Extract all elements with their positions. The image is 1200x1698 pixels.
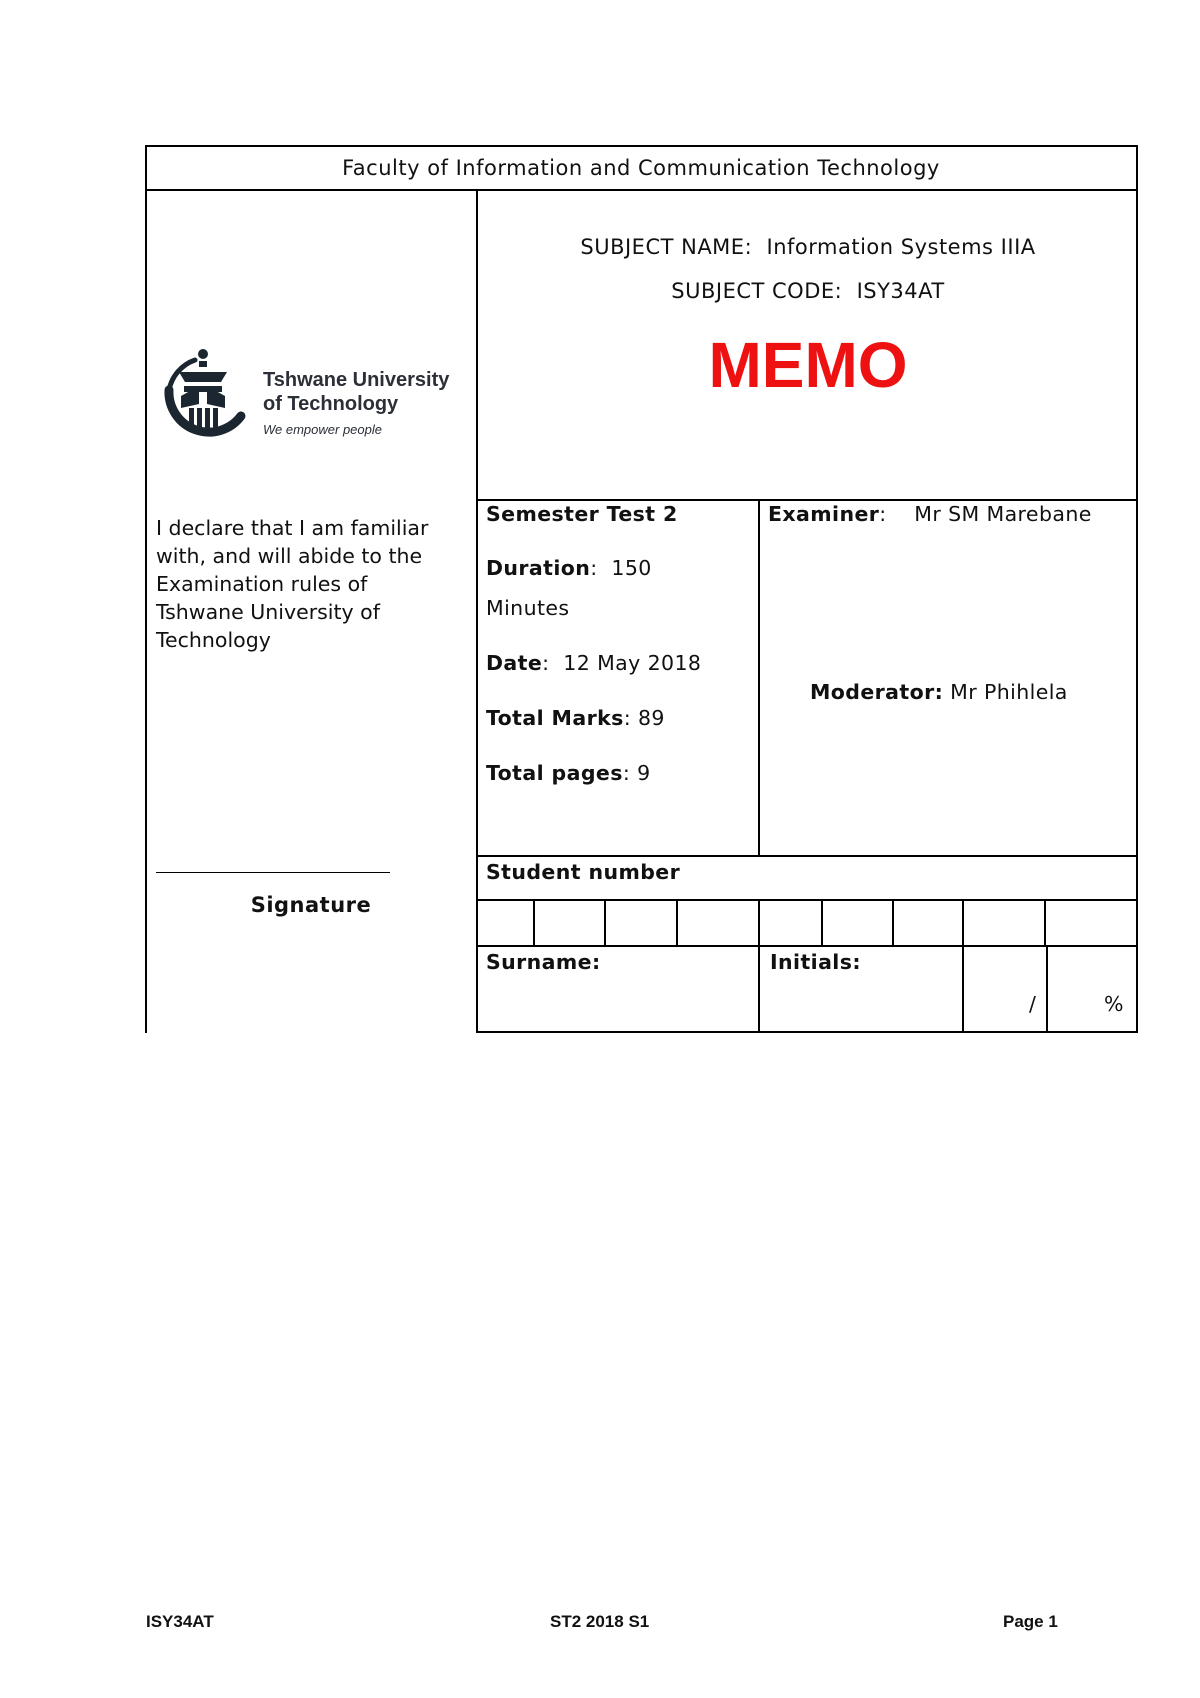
table-border-number-boxes-bottom	[476, 945, 1138, 947]
subject-name-line	[478, 235, 1138, 259]
examiner-value: Mr SM Marebane	[914, 502, 1092, 526]
table-border-subject-bottom	[476, 499, 1138, 501]
student-number-label	[486, 860, 680, 884]
test-title	[486, 502, 678, 526]
subject-name-label: SUBJECT NAME:	[580, 235, 753, 259]
initials-label-text: Initials:	[770, 950, 861, 974]
declaration-text	[156, 514, 456, 654]
moderator-field	[810, 680, 1068, 704]
duration-value: 150	[611, 556, 652, 580]
table-border-info-bottom	[476, 855, 1138, 857]
subject-code-label: SUBJECT CODE:	[671, 279, 843, 303]
surname-label	[486, 950, 601, 974]
number-box-divider	[533, 899, 535, 947]
test-title-text: Semester Test 2	[486, 502, 678, 526]
total-pages-value: 9	[637, 761, 651, 785]
subject-code-line	[478, 279, 1138, 303]
total-pages-field: Total pages: 9	[486, 761, 651, 785]
number-box-divider	[676, 899, 678, 947]
moderator-value: Mr Phihlela	[950, 680, 1068, 704]
total-pages-label: Total pages	[486, 761, 623, 785]
number-box-divider	[892, 899, 894, 947]
examiner-label: Examiner	[768, 502, 880, 526]
university-crest-icon	[155, 346, 255, 446]
initials-marks-divider	[962, 945, 964, 1033]
student-number-label-text: Student number	[486, 860, 681, 884]
number-box-divider	[821, 899, 823, 947]
surname-initials-divider	[758, 945, 760, 1033]
logo-tagline: We empower people	[263, 422, 382, 437]
examiner-field: Examiner: Mr SM Marebane	[768, 502, 1092, 526]
footer-page-number: Page 1	[1003, 1612, 1058, 1631]
table-border-bottom	[476, 1031, 1138, 1033]
initials-label	[770, 950, 861, 974]
duration-label: Duration	[486, 556, 591, 580]
university-logo	[155, 346, 465, 446]
faculty-title: Faculty of Information and Communication Technology	[342, 156, 940, 180]
subject-code-value: ISY34AT	[856, 279, 945, 303]
table-border-left	[145, 145, 147, 1033]
date-label: Date	[486, 651, 543, 675]
declaration-line: Tshwane University of	[156, 600, 380, 624]
date-value: 12 May 2018	[563, 651, 702, 675]
declaration-line: I declare that I am familiar	[156, 516, 429, 540]
memo-heading: MEMO	[708, 329, 908, 401]
moderator-label: Moderator:	[810, 680, 944, 704]
duration-unit: Minutes	[486, 596, 570, 620]
logo-name-line1: Tshwane University	[263, 369, 450, 391]
number-box-divider	[758, 899, 760, 947]
total-marks-label: Total Marks	[486, 706, 624, 730]
signature-line	[156, 872, 390, 873]
table-divider-info-staff	[758, 499, 760, 857]
number-box-divider	[604, 899, 606, 947]
declaration-line: Technology	[156, 628, 271, 652]
marks-slash: /	[1029, 992, 1037, 1016]
total-marks-field: Total Marks: 89	[486, 706, 665, 730]
declaration-line: with, and will abide to the	[156, 544, 423, 568]
percent-sign: %	[1104, 992, 1124, 1016]
subject-name-value: Information Systems IIIA	[766, 235, 1036, 259]
number-box-divider	[1044, 899, 1046, 947]
marks-percent-divider	[1046, 945, 1048, 1033]
declaration-line: Examination rules of	[156, 572, 368, 596]
table-divider-left-column	[476, 189, 478, 1033]
number-box-divider	[962, 899, 964, 947]
footer-test-code: ST2 2018 S1	[550, 1612, 650, 1631]
signature-label: Signature	[250, 893, 372, 917]
total-marks-value: 89	[637, 706, 665, 730]
logo-name-line2: of Technology	[263, 393, 399, 415]
table-border-number-label-bottom	[476, 899, 1138, 901]
surname-label-text: Surname:	[486, 950, 601, 974]
footer-subject-code: ISY34AT	[146, 1612, 214, 1631]
date-field: Date: 12 May 2018	[486, 651, 702, 675]
duration-field: Duration: 150	[486, 556, 652, 580]
